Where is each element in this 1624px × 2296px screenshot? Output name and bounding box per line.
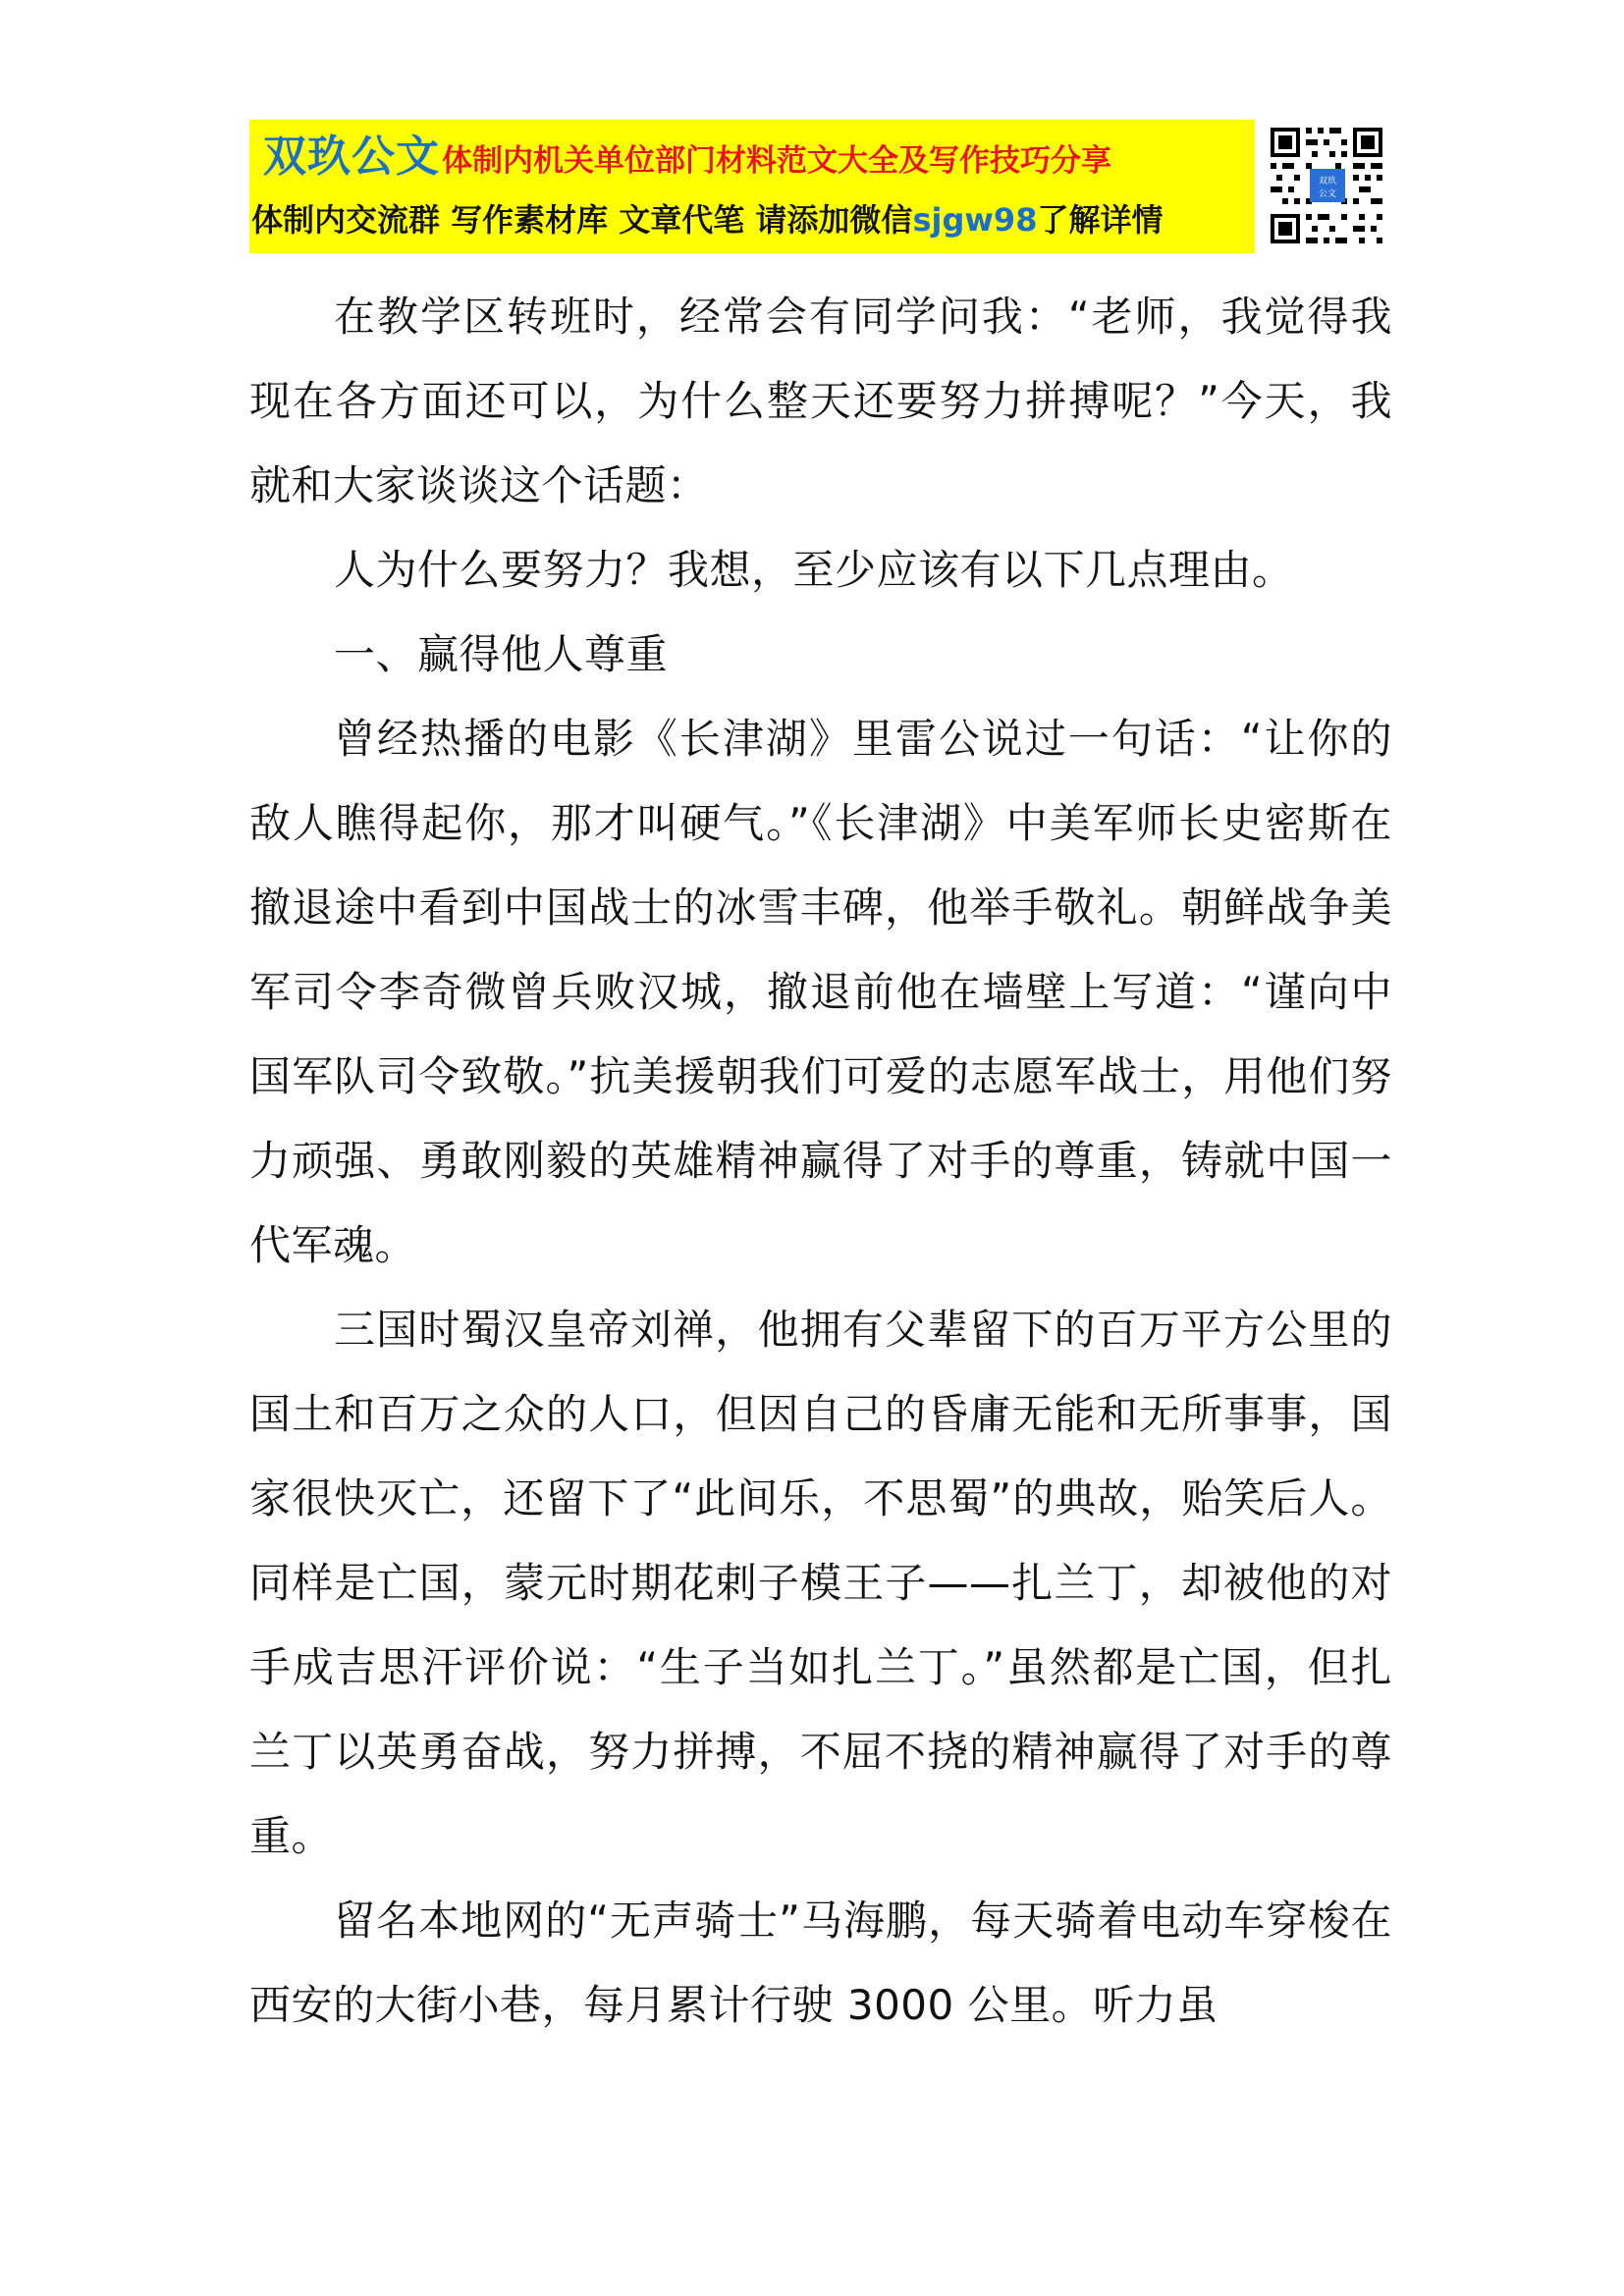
banner-contact-suffix: 了解详情 <box>1037 201 1164 239</box>
wechat-id: sjgw98 <box>912 201 1038 239</box>
banner-contact-prefix: 体制内交流群 写作素材库 文章代笔 请添加微信 <box>251 201 913 239</box>
paragraph-question: 人为什么要努力？我想，至少应该有以下几点理由。 <box>334 546 1294 594</box>
qr-center-label-top: 双玖 <box>1318 177 1337 187</box>
banner-line-2 <box>251 194 1163 245</box>
paragraph-three-kingdoms: 三国时蜀汉皇帝刘禅，他拥有父辈留下的百万平方公里的国土和百万之众的人口，但因自己的昏庸无能和无所事事，国家很快灭亡，还留下了“此间乐，不思蜀”的典故，贻笑后人。同样是亡国，蒙元时期花剌子模王子——扎兰丁，却被他的对手成吉思汗评价说：“生子当如扎兰丁。”虽然都是亡国，但扎兰丁以英勇奋战，努力拼搏，不屈不挠的精神赢得了对手的尊重。 <box>249 1306 1392 1860</box>
banner-tagline: 体制内机关单位部门材料范文大全及写作技巧分享 <box>442 143 1111 179</box>
section-heading-1: 一、赢得他人尊重 <box>334 630 669 678</box>
banner-line-1 <box>263 130 1111 185</box>
qr-code-icon <box>1267 124 1386 247</box>
paragraph-silent-rider: 留名本地网的“无声骑士”马海鹏，每天骑着电动车穿梭在西安的大街小巷，每月累计行驶 3000 公里。听力虽 <box>249 1896 1392 2029</box>
brand-name: 双玖公文 <box>263 132 440 182</box>
promo-banner <box>249 120 1255 253</box>
article-body <box>249 275 1392 2048</box>
qr-center-label-bottom: 公文 <box>1318 189 1337 199</box>
paragraph-intro: 在教学区转班时，经常会有同学问我：“老师，我觉得我现在各方面还可以，为什么整天还要努力拼搏呢？”今天，我就和大家谈谈这个话题： <box>249 293 1392 509</box>
paragraph-changjin-lake: 曾经热播的电影《长津湖》里雷公说过一句话：“让你的敌人瞧得起你，那才叫硬气。”《长津湖》中美军师长史密斯在撤退途中看到中国战士的冰雪丰碑，他举手敬礼。朝鲜战争美军司令李奇微曾兵败汉城，撤退前他在墙壁上写道：“谨向中国军队司令致敬。”抗美援朝我们可爱的志愿军战士，用他们努力顽强、勇敢刚毅的英雄精神赢得了对手的尊重，铸就中国一代军魂。 <box>249 715 1392 1269</box>
